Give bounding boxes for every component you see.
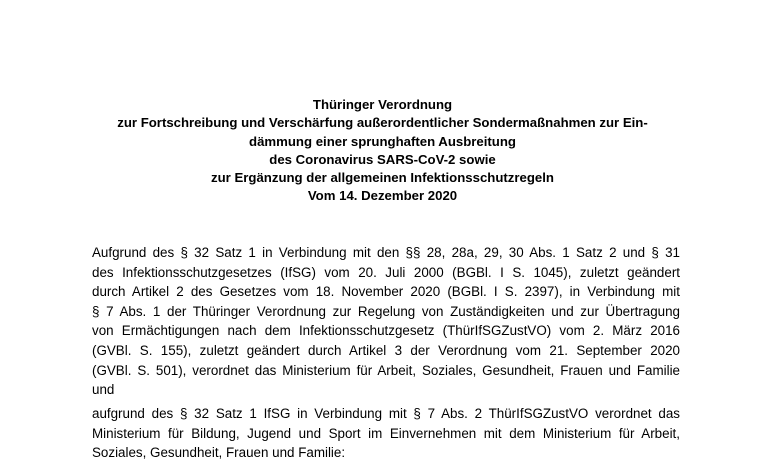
title-line: des Coronavirus SARS-CoV-2 sowie bbox=[269, 151, 496, 167]
title-line: dämmung einer sprunghaften Ausbreitung bbox=[249, 133, 516, 149]
paragraph-line: durch Artikel 2 des Gesetzes vom 18. November 2020 (BGBl. I S. 2397), in Verbindung mit bbox=[92, 284, 680, 300]
title-date: Vom 14. Dezember 2020 bbox=[307, 188, 458, 204]
paragraph-line: Soziales, Gesundheit, Frauen und Familie: bbox=[92, 445, 346, 461]
second-preamble-paragraph bbox=[92, 404, 680, 463]
title-line: zur Fortschreibung und Verschärfung außerordentlicher Sondermaßnahmen zur Ein- bbox=[117, 115, 648, 131]
paragraph-line: (GVBl. S. 501), verordnet das Ministerium für Arbeit, Soziales, Gesundheit, Frauen und Familie bbox=[92, 362, 680, 378]
paragraph-line: von Ermächtigungen nach dem Infektionsschutzgesetz (ThürIfSGZustVO) vom 2. März 2016 bbox=[92, 323, 680, 339]
preamble-paragraph bbox=[92, 243, 680, 400]
paragraph-line: und bbox=[92, 382, 115, 398]
paragraph-line: Ministerium für Bildung, Jugend und Sport im Einvernehmen mit dem Ministerium für Arbeit, bbox=[92, 425, 680, 441]
title-line: zur Ergänzung der allgemeinen Infektionsschutzregeln bbox=[211, 170, 554, 186]
paragraph-line: § 7 Abs. 1 der Thüringer Verordnung zur Regelung von Zuständigkeiten und zur Übertragung bbox=[92, 303, 680, 319]
title-line: Thüringer Verordnung bbox=[312, 97, 453, 112]
paragraph-line: Aufgrund des § 32 Satz 1 in Verbindung mit den §§ 28, 28a, 29, 30 Abs. 1 Satz 2 und § 31 bbox=[92, 245, 680, 260]
paragraph-line: aufgrund des § 32 Satz 1 IfSG in Verbindung mit § 7 Abs. 2 ThürIfSGZustVO verordnet das bbox=[92, 406, 680, 421]
paragraph-line: (GVBl. S. 155), zuletzt geändert durch Artikel 3 der Verordnung vom 21. September 2020 bbox=[92, 342, 680, 358]
paragraph-line: des Infektionsschutzgesetzes (IfSG) vom 20. Juli 2000 (BGBl. I S. 1045), zuletzt geändert bbox=[92, 264, 680, 280]
document-title bbox=[60, 96, 705, 206]
